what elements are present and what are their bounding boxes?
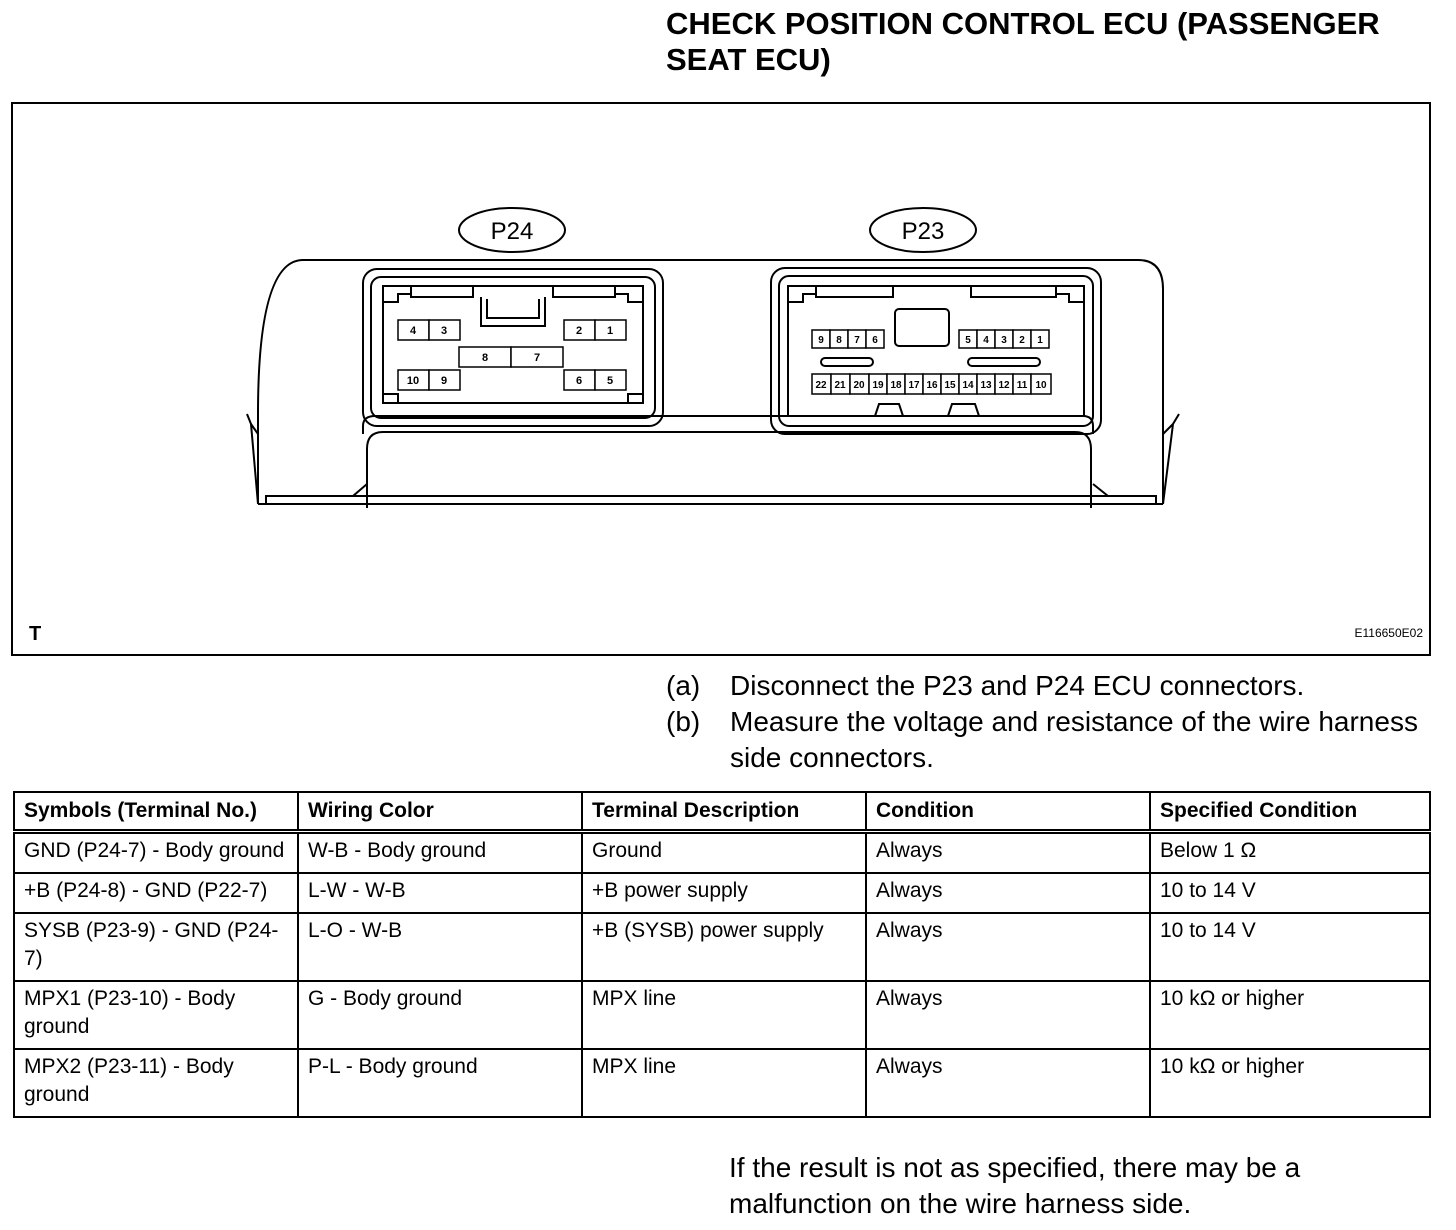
pin-number: 7 — [854, 335, 860, 346]
p23-key-left — [821, 358, 873, 366]
pin-number: 21 — [834, 380, 846, 391]
table-cell: P-L - Body ground — [298, 1049, 582, 1117]
column-header: Wiring Color — [298, 792, 582, 832]
pin-number: 20 — [853, 380, 865, 391]
pin-number: 1 — [606, 325, 614, 337]
pin-number: 22 — [815, 380, 827, 391]
table-cell: MPX1 (P23-10) - Body ground — [14, 981, 298, 1049]
ecu-connector-figure — [11, 102, 1431, 656]
pin-number: 12 — [998, 380, 1010, 391]
table-header-row — [14, 792, 1430, 832]
pin-number: 14 — [962, 380, 974, 391]
figure-code: E116650E02 — [1354, 626, 1423, 640]
pin-number: 15 — [944, 380, 956, 391]
pin-number: 11 — [1016, 380, 1028, 391]
pin-number: 8 — [836, 335, 842, 346]
table-cell: 10 kΩ or higher — [1150, 1049, 1430, 1117]
table-cell: Always — [866, 832, 1150, 874]
table-cell: 10 to 14 V — [1150, 873, 1430, 913]
left-mount-tab — [247, 414, 258, 504]
p23-housing — [771, 268, 1101, 434]
table-cell: +B (P24-8) - GND (P22-7) — [14, 873, 298, 913]
table-cell: MPX line — [582, 1049, 866, 1117]
p23-face — [788, 286, 1084, 416]
table-cell: Always — [866, 1049, 1150, 1117]
table-cell: L-O - W-B — [298, 913, 582, 981]
pin-number: 3 — [1001, 335, 1007, 346]
table-cell: Below 1 Ω — [1150, 832, 1430, 874]
pin-number: 7 — [533, 352, 541, 364]
p23-label: P23 — [901, 218, 945, 245]
column-header: Condition — [866, 792, 1150, 832]
pin-number: 17 — [908, 380, 920, 391]
p23-pins — [812, 330, 1051, 394]
pin-number: 2 — [1019, 335, 1025, 346]
step-text: Disconnect the P23 and P24 ECU connectors. — [730, 670, 1305, 701]
table-cell: +B power supply — [582, 873, 866, 913]
pin-number: 10 — [406, 375, 420, 387]
pin-number: 4 — [409, 325, 417, 337]
table-cell: 10 to 14 V — [1150, 913, 1430, 981]
column-header: Specified Condition — [1150, 792, 1430, 832]
pin-number: 4 — [983, 335, 989, 346]
table-cell: W-B - Body ground — [298, 832, 582, 874]
table-cell: G - Body ground — [298, 981, 582, 1049]
pin-number: 6 — [575, 375, 583, 387]
column-header: Terminal Description — [582, 792, 866, 832]
pin-number: 5 — [965, 335, 971, 346]
step-a — [666, 668, 1426, 704]
p23-key-right — [968, 358, 1040, 366]
ecu-connector-diagram — [13, 104, 1429, 654]
page-title: CHECK POSITION CONTROL ECU (PASSENGER SEAT ECU) — [666, 6, 1380, 77]
pin-number: 13 — [980, 380, 992, 391]
pin-number: 2 — [575, 325, 583, 337]
column-header: Symbols (Terminal No.) — [14, 792, 298, 832]
pin-number: 16 — [926, 380, 938, 391]
table-row — [14, 1049, 1430, 1117]
step-letter: (b) — [666, 706, 701, 737]
table-cell: MPX2 (P23-11) - Body ground — [14, 1049, 298, 1117]
p24-label: P24 — [490, 218, 534, 245]
step-text: Measure the voltage and resistance of the wire harness side connectors. — [730, 706, 1418, 773]
table-cell: MPX line — [582, 981, 866, 1049]
right-mount-tab — [1163, 414, 1179, 504]
table-cell: SYSB (P23-9) - GND (P24-7) — [14, 913, 298, 981]
figure-corner-mark: T — [29, 623, 42, 645]
table-cell: GND (P24-7) - Body ground — [14, 832, 298, 874]
pin-number: 6 — [872, 335, 878, 346]
pin-number: 3 — [440, 325, 448, 337]
pin-number: 5 — [606, 375, 614, 387]
table-cell: Always — [866, 913, 1150, 981]
pin-number: 18 — [890, 380, 902, 391]
pin-number: 8 — [481, 352, 489, 364]
result-note: If the result is not as specified, there may be a malfunction on the wire harness side. — [729, 1152, 1301, 1219]
table-cell: Always — [866, 981, 1150, 1049]
pin-number: 1 — [1037, 335, 1043, 346]
step-b — [666, 704, 1426, 776]
table-row — [14, 832, 1430, 874]
pin-number: 10 — [1035, 380, 1047, 391]
terminal-check-table — [13, 791, 1431, 1118]
table-cell: 10 kΩ or higher — [1150, 981, 1430, 1049]
ecu-base-flange — [266, 496, 1156, 504]
step-letter: (a) — [666, 670, 701, 701]
table-row — [14, 981, 1430, 1049]
table-cell: L-W - W-B — [298, 873, 582, 913]
table-cell: Always — [866, 873, 1150, 913]
pin-number: 19 — [872, 380, 884, 391]
pin-number: 9 — [818, 335, 824, 346]
procedure-steps — [666, 668, 1426, 776]
table-row — [14, 873, 1430, 913]
pin-number: 9 — [440, 375, 448, 387]
table-row — [14, 913, 1430, 981]
p24-pins — [398, 320, 626, 390]
table-cell: +B (SYSB) power supply — [582, 913, 866, 981]
table-cell: Ground — [582, 832, 866, 874]
